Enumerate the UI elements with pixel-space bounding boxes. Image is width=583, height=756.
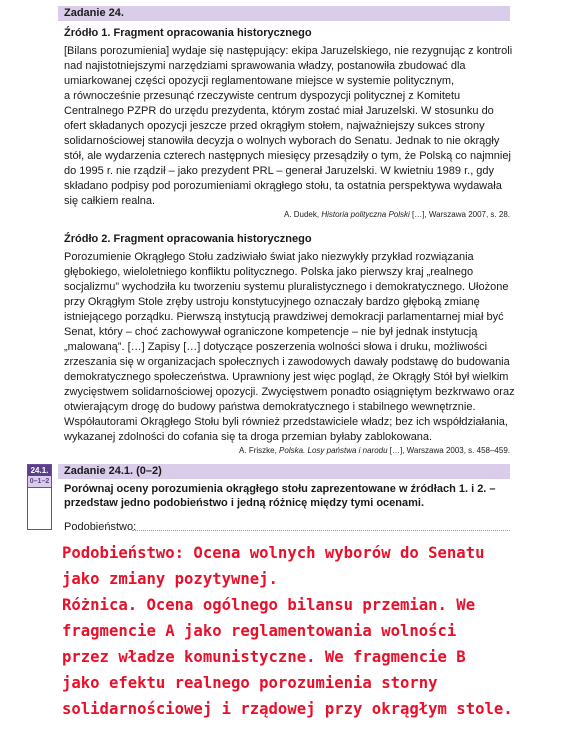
source2-text xyxy=(64,250,515,445)
source2-line: istniejącego porządku. Pierwszą instytucją prawdziwej demokracji parlamentarnej miał być xyxy=(64,311,504,323)
source2-line: otwierającym drogę do budowy państwa demokratycznego i stabilnego wewnętrznie. xyxy=(64,401,476,413)
source1-line: się całkiem realna. xyxy=(64,195,156,207)
handwritten-answer xyxy=(62,540,513,722)
instruction-line: przedstaw jedno podobieństwo i jedną różnicę między tymi ocenami. xyxy=(64,497,425,509)
answer-label: Podobieństwo: xyxy=(64,521,137,533)
subtask-header: Zadanie 24.1. (0–2) xyxy=(64,465,162,477)
answer-dotted-line[interactable] xyxy=(132,530,510,531)
subtask-header-bar xyxy=(58,464,510,479)
subtask-points: 0–1–2 xyxy=(28,476,51,488)
citation-title: Historia polityczna Polski xyxy=(321,210,410,219)
source1-line: ofert składanych opozycji jeszcze przed okrągłym stołem, najważniejszy sukces strony xyxy=(64,120,485,132)
task-header-bar xyxy=(58,6,510,21)
instruction-line: Porównaj oceny porozumienia okrągłego stołu zaprezentowane w źródłach 1. i 2. – xyxy=(64,483,496,495)
source1-line: składano podpisy pod porozumieniami okrągłego stołu, ta ostatnia perspektywa wydawała xyxy=(64,180,502,192)
source1-line: Centralnego PZPR do urzędu prezydenta, którym zostać miał Jaruzelski. W stosunku do xyxy=(64,105,494,117)
answer-line: Różnica. Ocena ogólnego bilansu przemian. We xyxy=(62,596,476,614)
source2-line: przy Okrągłym Stole zręby ustroju konstytucyjnego oznaczały bardzo głęboką zmianę xyxy=(64,296,480,308)
source2-line: głębokiego, wieloletniego konfliktu politycznego. Polska jako pierwszy kraj „realnego xyxy=(64,266,474,278)
source1-line: a równocześnie przesunąć rzeczywiste centrum dyspozycji politycznej z Komitetu xyxy=(64,90,461,102)
source2-line: Porozumienie Okrągłego Stołu zadziwiało świat jako niezwykły przykład rozwiązania xyxy=(64,251,474,263)
source2-line: Współautorami Okrągłego Stołu byli również przedstawiciele władz; bez ich współdziałania, xyxy=(64,416,508,428)
source1-text xyxy=(64,44,513,209)
source2-line: Senat, który – choć zachowywał ograniczone kompetencje – nie był jednak instytucją xyxy=(64,326,478,338)
source1-citation xyxy=(284,210,510,219)
source2-line: demokratycznego społeczeństwa. Uprawniony jest więc pogląd, że Okrągły Stół był wielkim xyxy=(64,371,509,383)
citation-author: A. Dudek, xyxy=(283,210,322,219)
subtask-instruction xyxy=(64,482,496,510)
answer-line: przez władze komunistyczne. We fragmencie B xyxy=(62,648,466,666)
citation-title: Polska. Losy państwa i narodu xyxy=(279,446,388,455)
answer-line: jako zmiany pozytywnej. xyxy=(62,570,278,588)
answer-line: Podobieństwo: Ocena wolnych wyborów do Senatu xyxy=(62,544,485,562)
source1-line: stół, ale wydarzenia czterech następnych miesięcy przesądziły o tym, że Polską co najmniej xyxy=(64,150,511,162)
task-header: Zadanie 24. xyxy=(64,7,124,19)
source1-line: [Bilans porozumienia] wydaje się następujący: ekipa Jaruzelskiego, nie rezygnując z kontroli xyxy=(64,45,513,57)
source2-line: wykazanej zdolności do cofania się ta droga przemian byłaby zablokowana. xyxy=(64,431,433,443)
citation-author: A. Friszke, xyxy=(239,446,280,455)
source2-line: zwycięstwem solidarnościowej opozycji. Zwycięstwem ponadto osiągniętym bezkrwawo oraz xyxy=(64,386,515,398)
source1-title: Źródło 1. Fragment opracowania historycznego xyxy=(64,27,312,39)
answer-line: fragmencie A jako reglamentowania wolności xyxy=(62,622,457,640)
source1-line: solidarnościowej stanowiła decyzja o wolnych wyborach do Senatu. Jednak to nie okrągły xyxy=(64,135,500,147)
source2-line: zrzeszania się w organizacjach społecznych i zawodowych dawały podstawę do budowania xyxy=(64,356,510,368)
source2-line: „malowaną”. […] Zapisy […] dotyczące poszerzenia wolności słowa i druku, możliwości xyxy=(64,341,488,353)
subtask-score-box xyxy=(27,464,52,530)
source1-line: nad najistotniejszymi narzędziami sprawowania władzy, postanowiła zbudować dla xyxy=(64,60,466,72)
answer-line: solidarnościowej i rządowej przy okrągłym stole. xyxy=(62,700,513,718)
citation-rest: […], Warszawa 2003, s. 458–459. xyxy=(387,446,510,455)
citation-rest: […], Warszawa 2007, s. 28. xyxy=(409,210,510,219)
subtask-number: 24.1. xyxy=(28,465,51,476)
source1-line: do 1995 r. nie rządził – jako prezydent PRL – generał Jaruzelski. W kwietniu 1989 r., gdy xyxy=(64,165,495,177)
source2-title: Źródło 2. Fragment opracowania historycznego xyxy=(64,233,312,245)
answer-line: jako efektu realnego porozumienia storny xyxy=(62,674,438,692)
source2-line: socjalizmu” wychodziła ku tworzeniu systemu pluralistycznego i demokratycznego. Ułożone xyxy=(64,281,509,293)
source2-citation xyxy=(239,446,510,455)
source1-line: umiarkowanej części opozycji reglamentowane miejsce w systemie politycznym, xyxy=(64,75,455,87)
